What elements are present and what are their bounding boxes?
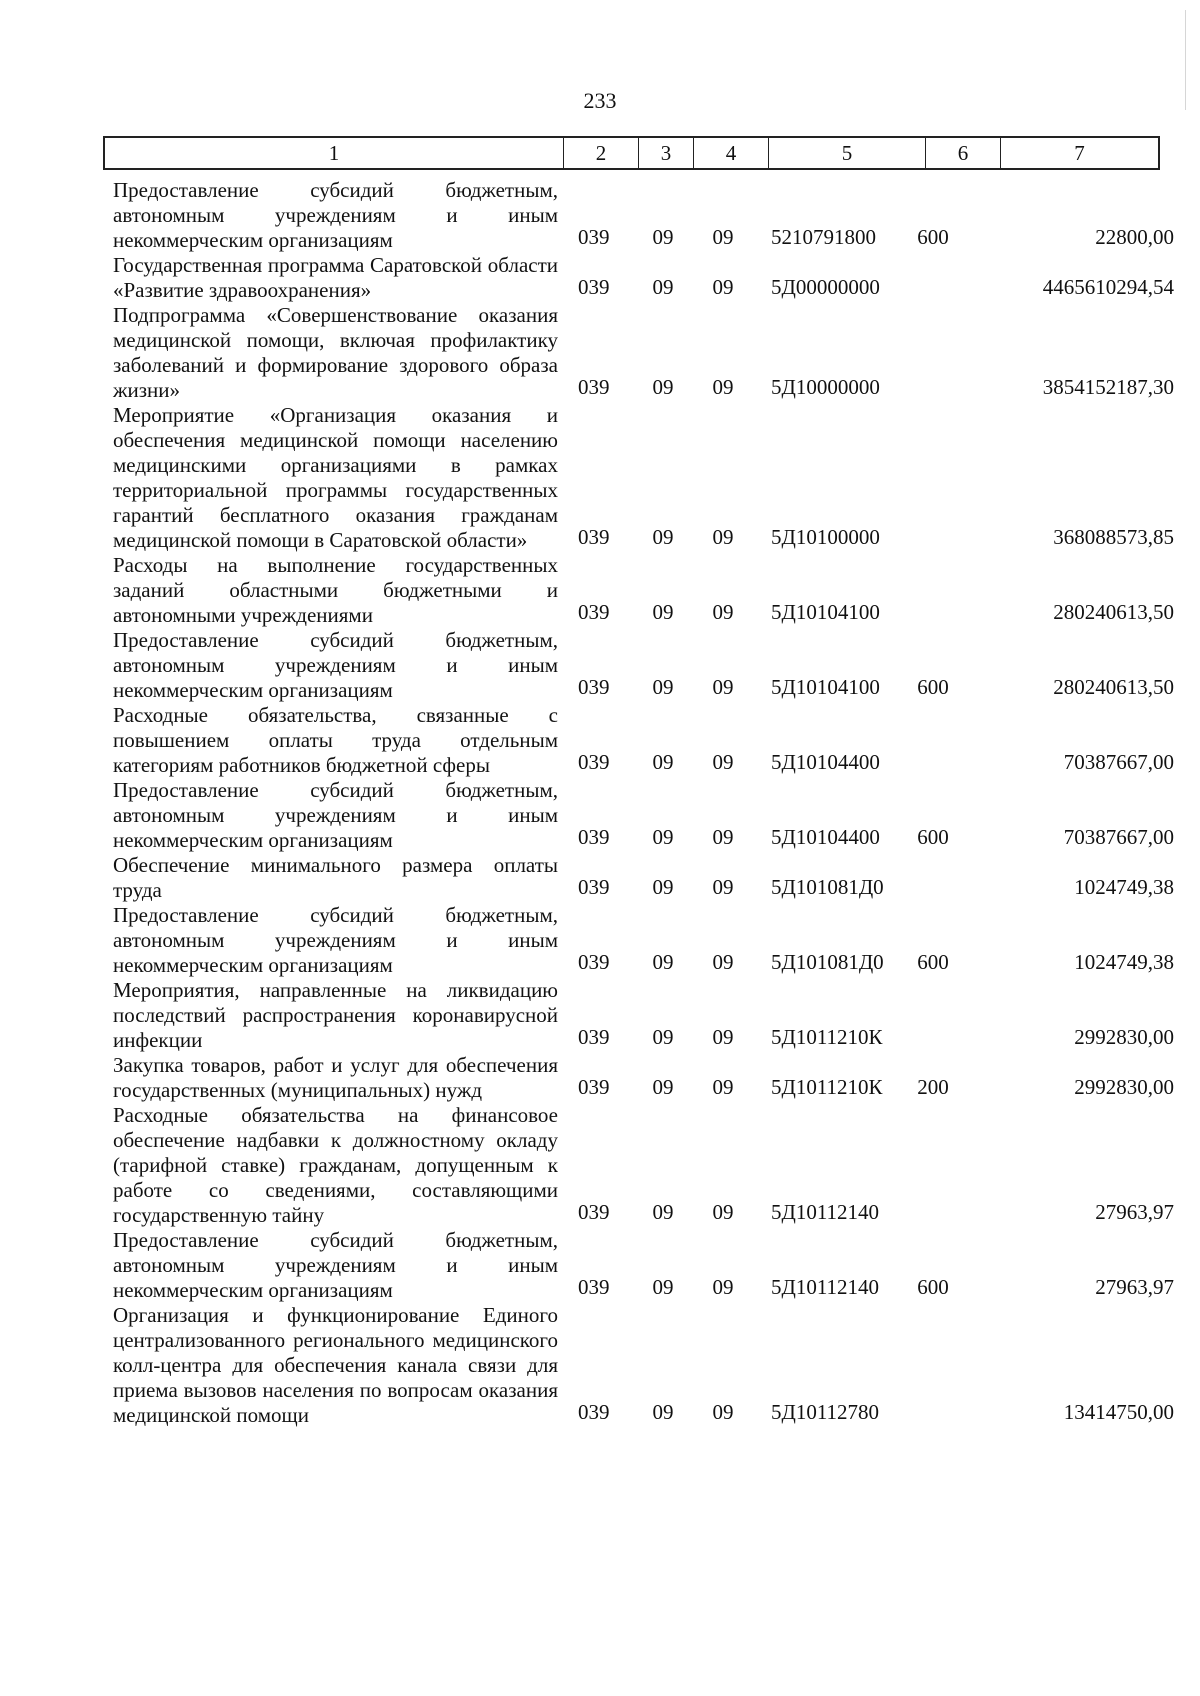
row-code-expense-type: 600 — [917, 225, 949, 249]
row-code-target-article: 5Д10104100 — [771, 675, 880, 699]
row-code-ministry: 039 — [578, 675, 610, 699]
row-code-expense-type — [903, 775, 963, 778]
row-code-target-article: 5Д101081Д0 — [771, 950, 884, 974]
row-code-target-article: 5Д10104400 — [771, 750, 880, 774]
table-row — [103, 903, 1178, 978]
row-code-ministry: 039 — [578, 1025, 610, 1049]
table-row — [103, 703, 1178, 778]
table-row — [103, 628, 1178, 703]
table-row — [103, 253, 1178, 303]
row-code-section: 09 — [652, 375, 674, 399]
row-code-target-article: 5Д10100000 — [771, 525, 880, 549]
row-description: Предоставление субсидий бюджетным, автономным учреждениям и иным некоммерческим организациям — [113, 1228, 558, 1302]
row-code-subsection: 09 — [712, 875, 734, 899]
row-amount: 13414750,00 — [1063, 1400, 1174, 1424]
row-code-subsection: 09 — [712, 275, 734, 299]
row-code-expense-type: 600 — [917, 1275, 949, 1299]
row-code-expense-type — [903, 550, 963, 553]
row-code-section: 09 — [652, 525, 674, 549]
table-row — [103, 1228, 1178, 1303]
row-description: Расходы на выполнение государственных заданий областными бюджетными и автономными учреждениями — [113, 553, 558, 627]
row-code-expense-type — [903, 400, 963, 403]
row-code-target-article: 5Д10112780 — [771, 1400, 880, 1424]
row-code-target-article: 5Д10104100 — [771, 600, 880, 624]
row-code-ministry: 039 — [578, 825, 610, 849]
row-description: Обеспечение минимального размера оплаты труда — [113, 853, 558, 902]
row-description: Предоставление субсидий бюджетным, автономным учреждениям и иным некоммерческим организациям — [113, 903, 558, 977]
row-code-target-article: 5Д10112140 — [771, 1200, 880, 1224]
row-code-section: 09 — [652, 1275, 674, 1299]
header-cell-2: 2 — [564, 138, 639, 168]
row-amount: 1024749,38 — [1074, 875, 1174, 899]
page-number: 233 — [583, 88, 617, 113]
row-code-subsection: 09 — [712, 375, 734, 399]
row-code-target-article: 5Д10000000 — [771, 375, 880, 399]
row-description: Государственная программа Саратовской области «Развитие здравоохранения» — [113, 253, 558, 302]
row-code-ministry: 039 — [578, 950, 610, 974]
row-code-subsection: 09 — [712, 675, 734, 699]
row-code-target-article: 5Д101081Д0 — [771, 875, 884, 899]
row-code-section: 09 — [652, 675, 674, 699]
table-body — [103, 178, 1178, 1428]
table-row — [103, 778, 1178, 853]
row-code-section: 09 — [652, 750, 674, 774]
row-amount: 27963,97 — [1095, 1200, 1174, 1224]
row-amount: 70387667,00 — [1063, 750, 1174, 774]
row-amount: 22800,00 — [1095, 225, 1174, 249]
row-code-subsection: 09 — [712, 1275, 734, 1299]
row-description: Расходные обязательства, связанные с повышением оплаты труда отдельным категориям работников бюджетной сферы — [113, 703, 558, 777]
row-code-ministry: 039 — [578, 1075, 610, 1099]
table-row — [103, 978, 1178, 1053]
row-code-target-article: 5Д10112140 — [771, 1275, 880, 1299]
row-code-target-article: 5210791800 — [771, 225, 876, 249]
row-code-target-article: 5Д00000000 — [771, 275, 880, 299]
row-code-section: 09 — [652, 600, 674, 624]
row-code-ministry: 039 — [578, 1400, 610, 1424]
row-code-subsection: 09 — [712, 950, 734, 974]
row-amount: 368088573,85 — [1053, 525, 1174, 549]
row-code-target-article: 5Д1011210К — [771, 1075, 883, 1099]
row-code-subsection: 09 — [712, 600, 734, 624]
row-amount: 280240613,50 — [1053, 600, 1174, 624]
header-cell-4: 4 — [694, 138, 769, 168]
row-code-subsection: 09 — [712, 525, 734, 549]
table-row — [103, 403, 1178, 553]
table-row — [103, 1053, 1178, 1103]
header-cell-5: 5 — [769, 138, 926, 168]
row-code-ministry: 039 — [578, 375, 610, 399]
row-code-section: 09 — [652, 225, 674, 249]
row-code-section: 09 — [652, 1025, 674, 1049]
row-amount: 70387667,00 — [1063, 825, 1174, 849]
row-code-subsection: 09 — [712, 1400, 734, 1424]
row-amount: 27963,97 — [1095, 1275, 1174, 1299]
row-code-ministry: 039 — [578, 1200, 610, 1224]
row-code-section: 09 — [652, 275, 674, 299]
row-code-section: 09 — [652, 950, 674, 974]
row-code-subsection: 09 — [712, 1200, 734, 1224]
row-amount: 3854152187,30 — [1042, 375, 1174, 399]
row-description: Предоставление субсидий бюджетным, автономным учреждениям и иным некоммерческим организациям — [113, 778, 558, 852]
row-code-expense-type — [903, 625, 963, 628]
row-code-section: 09 — [652, 1075, 674, 1099]
row-code-ministry: 039 — [578, 1275, 610, 1299]
header-cell-3: 3 — [639, 138, 694, 168]
row-description: Организация и функционирование Единого централизованного регионального медицинского колл-центра для обеспечения канала связи для приема вызовов населения по вопросам оказания медицинской помощи — [113, 1303, 558, 1427]
row-description: Подпрограмма «Совершенствование оказания медицинской помощи, включая профилактику заболеваний и формирование здорового образа жизни» — [113, 303, 558, 402]
row-amount: 2992830,00 — [1074, 1025, 1174, 1049]
table-row — [103, 303, 1178, 403]
row-description: Закупка товаров, работ и услуг для обеспечения государственных (муниципальных) нужд — [113, 1053, 558, 1102]
row-code-subsection: 09 — [712, 1025, 734, 1049]
row-code-expense-type — [903, 1425, 963, 1428]
row-code-expense-type — [903, 300, 963, 303]
table-row — [103, 853, 1178, 903]
table-row — [103, 178, 1178, 253]
table-row — [103, 553, 1178, 628]
row-code-subsection: 09 — [712, 225, 734, 249]
row-code-expense-type: 600 — [917, 950, 949, 974]
row-code-target-article: 5Д10104400 — [771, 825, 880, 849]
row-code-section: 09 — [652, 1200, 674, 1224]
row-code-section: 09 — [652, 825, 674, 849]
row-description: Предоставление субсидий бюджетным, автономным учреждениям и иным некоммерческим организациям — [113, 178, 558, 252]
row-description: Расходные обязательства на финансовое обеспечение надбавки к должностному окладу (тарифной ставке) гражданам, допущенным к работе со сведениями, составляющими государственную тайну — [113, 1103, 558, 1227]
row-code-section: 09 — [652, 1400, 674, 1424]
table-header-row — [103, 136, 1160, 170]
row-code-expense-type: 600 — [917, 675, 949, 699]
row-code-expense-type — [903, 1225, 963, 1228]
row-code-expense-type — [903, 900, 963, 903]
row-code-expense-type: 200 — [917, 1075, 949, 1099]
header-cell-7: 7 — [1074, 140, 1085, 165]
row-amount: 2992830,00 — [1074, 1075, 1174, 1099]
row-code-expense-type: 600 — [917, 825, 949, 849]
row-code-subsection: 09 — [712, 825, 734, 849]
row-description: Предоставление субсидий бюджетным, автономным учреждениям и иным некоммерческим организациям — [113, 628, 558, 702]
row-code-ministry: 039 — [578, 600, 610, 624]
row-code-ministry: 039 — [578, 225, 610, 249]
row-code-subsection: 09 — [712, 1075, 734, 1099]
row-code-ministry: 039 — [578, 875, 610, 899]
row-code-target-article: 5Д1011210К — [771, 1025, 883, 1049]
row-code-ministry: 039 — [578, 275, 610, 299]
row-description: Мероприятие «Организация оказания и обеспечения медицинской помощи населению медицинскими организациями в рамках территориальной программы государственных гарантий бесплатного оказания гражданам медицинской помощи в Саратовской области» — [113, 403, 558, 552]
table-row — [103, 1103, 1178, 1228]
row-amount: 4465610294,54 — [1042, 275, 1174, 299]
table-row — [103, 1303, 1178, 1428]
row-code-ministry: 039 — [578, 750, 610, 774]
row-code-ministry: 039 — [578, 525, 610, 549]
row-code-expense-type — [903, 1050, 963, 1053]
header-cell-1: 1 — [105, 138, 564, 168]
header-cell-6: 6 — [926, 138, 1001, 168]
row-amount: 280240613,50 — [1053, 675, 1174, 699]
row-code-section: 09 — [652, 875, 674, 899]
row-description: Мероприятия, направленные на ликвидацию последствий распространения коронавирусной инфекции — [113, 978, 558, 1052]
row-code-subsection: 09 — [712, 750, 734, 774]
row-amount: 1024749,38 — [1074, 950, 1174, 974]
